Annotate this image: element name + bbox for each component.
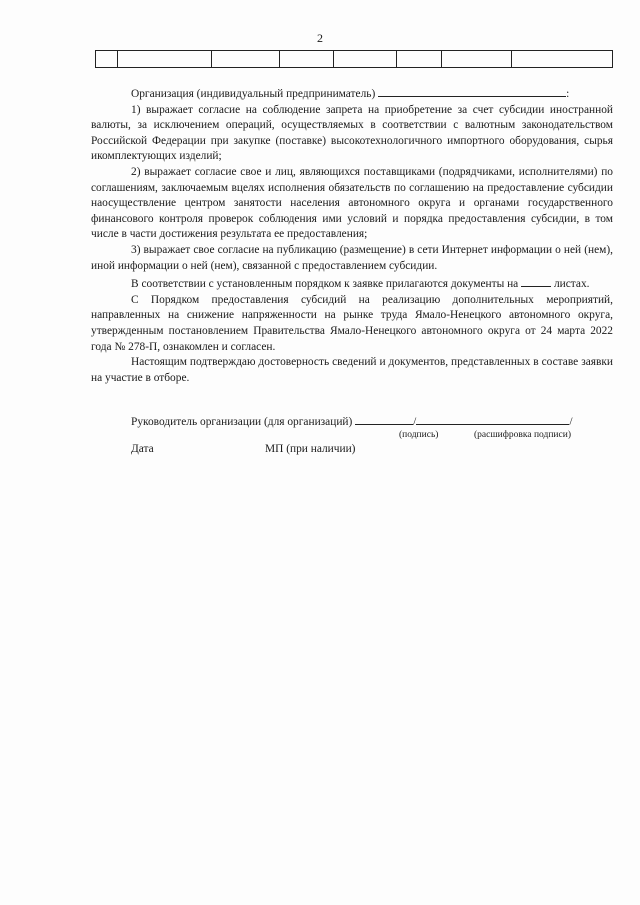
table-cell xyxy=(280,51,334,68)
organization-colon: : xyxy=(566,88,570,100)
paragraph-attachments xyxy=(91,274,613,293)
paragraph-publication-consent: 3) выражает свое согласие на публикацию (размещение) в сети Интернет информации о ней (нем), иной информации о ней (нем), связанной с предоставлением субсидии. xyxy=(91,243,613,272)
table-cell xyxy=(397,51,442,68)
attachments-text: В соответствии с установленным порядком к заявке прилагаются документы на xyxy=(131,278,519,291)
caption-signature: (подпись) xyxy=(399,430,439,440)
signature-separator-end: / xyxy=(569,416,573,428)
table-cell xyxy=(334,51,397,68)
signature-captions xyxy=(131,428,616,442)
stamp-label: МП (при наличии) xyxy=(265,443,356,455)
paragraph-currency-consent: 1) выражает согласие на соблюдение запрета на приобретение за счет субсидии иностранной валюты, за исключением операций, осуществляемых в соответствии с валютным законодательством Российской Федерации при закупке (поставке) высокотехнологичного импортного оборудования, сырья икомплектующих изделий; xyxy=(91,103,613,163)
paragraph-procedure-ack: С Порядком предоставления субсидий на реализацию дополнительных мероприятий, направленных на снижение напряженности на рынке труда Ямало-Ненецкого автономного округа, утвержденным постановлением Правительства Ямало-Ненецкого автономного округа от 24 марта 2022 года № 278-П, ознакомлен и согласен. xyxy=(91,293,613,353)
table-cell xyxy=(442,51,512,68)
date-stamp-line xyxy=(131,443,616,459)
table-row xyxy=(96,51,613,68)
signature-separator: / xyxy=(413,416,417,428)
table-cell xyxy=(512,51,613,68)
caption-decode: (расшифровка подписи) xyxy=(474,430,571,440)
date-label: Дата xyxy=(131,443,154,455)
organization-label: Организация (индивидуальный предприниматель) xyxy=(131,88,376,100)
attachments-sheets-word: листах. xyxy=(553,278,590,291)
signature-line xyxy=(131,412,616,428)
signature-decode-blank xyxy=(416,412,569,425)
table-cell xyxy=(212,51,280,68)
organization-name-blank xyxy=(378,84,566,97)
sheet-count-blank xyxy=(521,274,551,287)
signature-label: Руководитель организации (для организаций) xyxy=(131,416,353,428)
paragraph-confirmation: Настоящим подтверждаю достоверность сведений и документов, представленных в составе заявки на участие в отборе. xyxy=(91,356,613,384)
organization-line xyxy=(91,84,613,103)
header-table xyxy=(95,50,613,68)
table-cell xyxy=(96,51,118,68)
paragraph-audit-consent: 2) выражает согласие свое и лиц, являющихся поставщиками (подрядчиками, исполнителями) по соглашениям, заключаемым вцелях исполнения обязательств по соглашению на предоставление субсидии наосуществление центром занятости населения автономного округа и органами государственного финансового контроля проверок соблюдения ими условий и порядка предоставления субсидии, в том числе в части достижения результата ее предоставления; xyxy=(91,165,613,241)
signature-block xyxy=(131,412,616,459)
document-body xyxy=(91,84,613,386)
signature-blank xyxy=(355,412,413,425)
table-cell xyxy=(118,51,212,68)
page-number: 2 xyxy=(317,31,323,45)
